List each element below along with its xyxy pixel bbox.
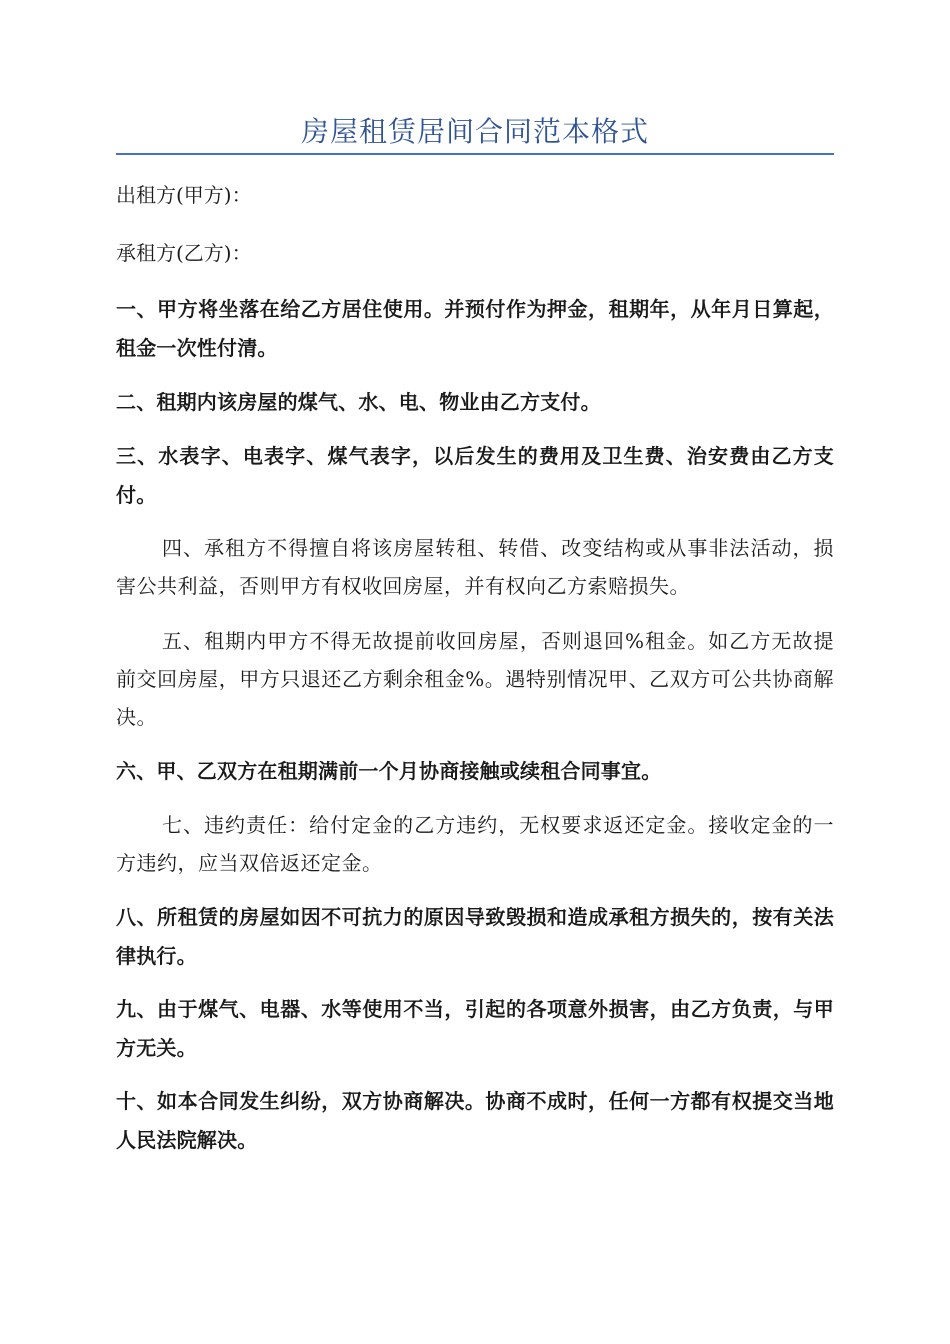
- clause-8: 八、所租赁的房屋如因不可抗力的原因导致毁损和造成承租方损失的，按有关法律执行。: [116, 905, 834, 968]
- clause-10: 十、如本合同发生纠纷，双方协商解决。协商不成时，任何一方都有权提交当地人民法院解决。: [116, 1089, 834, 1152]
- document-title: 房屋租赁居间合同范本格式: [300, 115, 649, 148]
- clause-1: 一、甲方将坐落在给乙方居住使用。并预付作为押金，租期年，从年月日算起，租金一次性付清。: [116, 297, 834, 360]
- lessee-label: 承租方(乙方)：: [116, 241, 252, 265]
- clause-7: 七、违约责任：给付定金的乙方违约，无权要求返还定金。接收定金的一方违约，应当双倍返还定金。: [116, 813, 834, 875]
- title-underline: [116, 153, 834, 155]
- lessor-label: 出租方(甲方)：: [116, 183, 252, 207]
- clause-3: 三、水表字、电表字、煤气表字，以后发生的费用及卫生费、治安费由乙方支付。: [116, 444, 834, 507]
- clause-6: 六、甲、乙双方在租期满前一个月协商接触或续租合同事宜。: [116, 759, 662, 783]
- clause-4: 四、承租方不得擅自将该房屋转租、转借、改变结构或从事非法活动，损害公共利益，否则甲方有权收回房屋，并有权向乙方索赔损失。: [116, 536, 834, 598]
- clause-5: 五、租期内甲方不得无故提前收回房屋，否则退回%租金。如乙方无故提前交回房屋，甲方只退还乙方剩余租金%。遇特别情况甲、乙双方可公共协商解决。: [116, 629, 834, 729]
- clause-9: 九、由于煤气、电器、水等使用不当，引起的各项意外损害，由乙方负责，与甲方无关。: [116, 997, 834, 1060]
- clause-2: 二、租期内该房屋的煤气、水、电、物业由乙方支付。: [116, 390, 601, 414]
